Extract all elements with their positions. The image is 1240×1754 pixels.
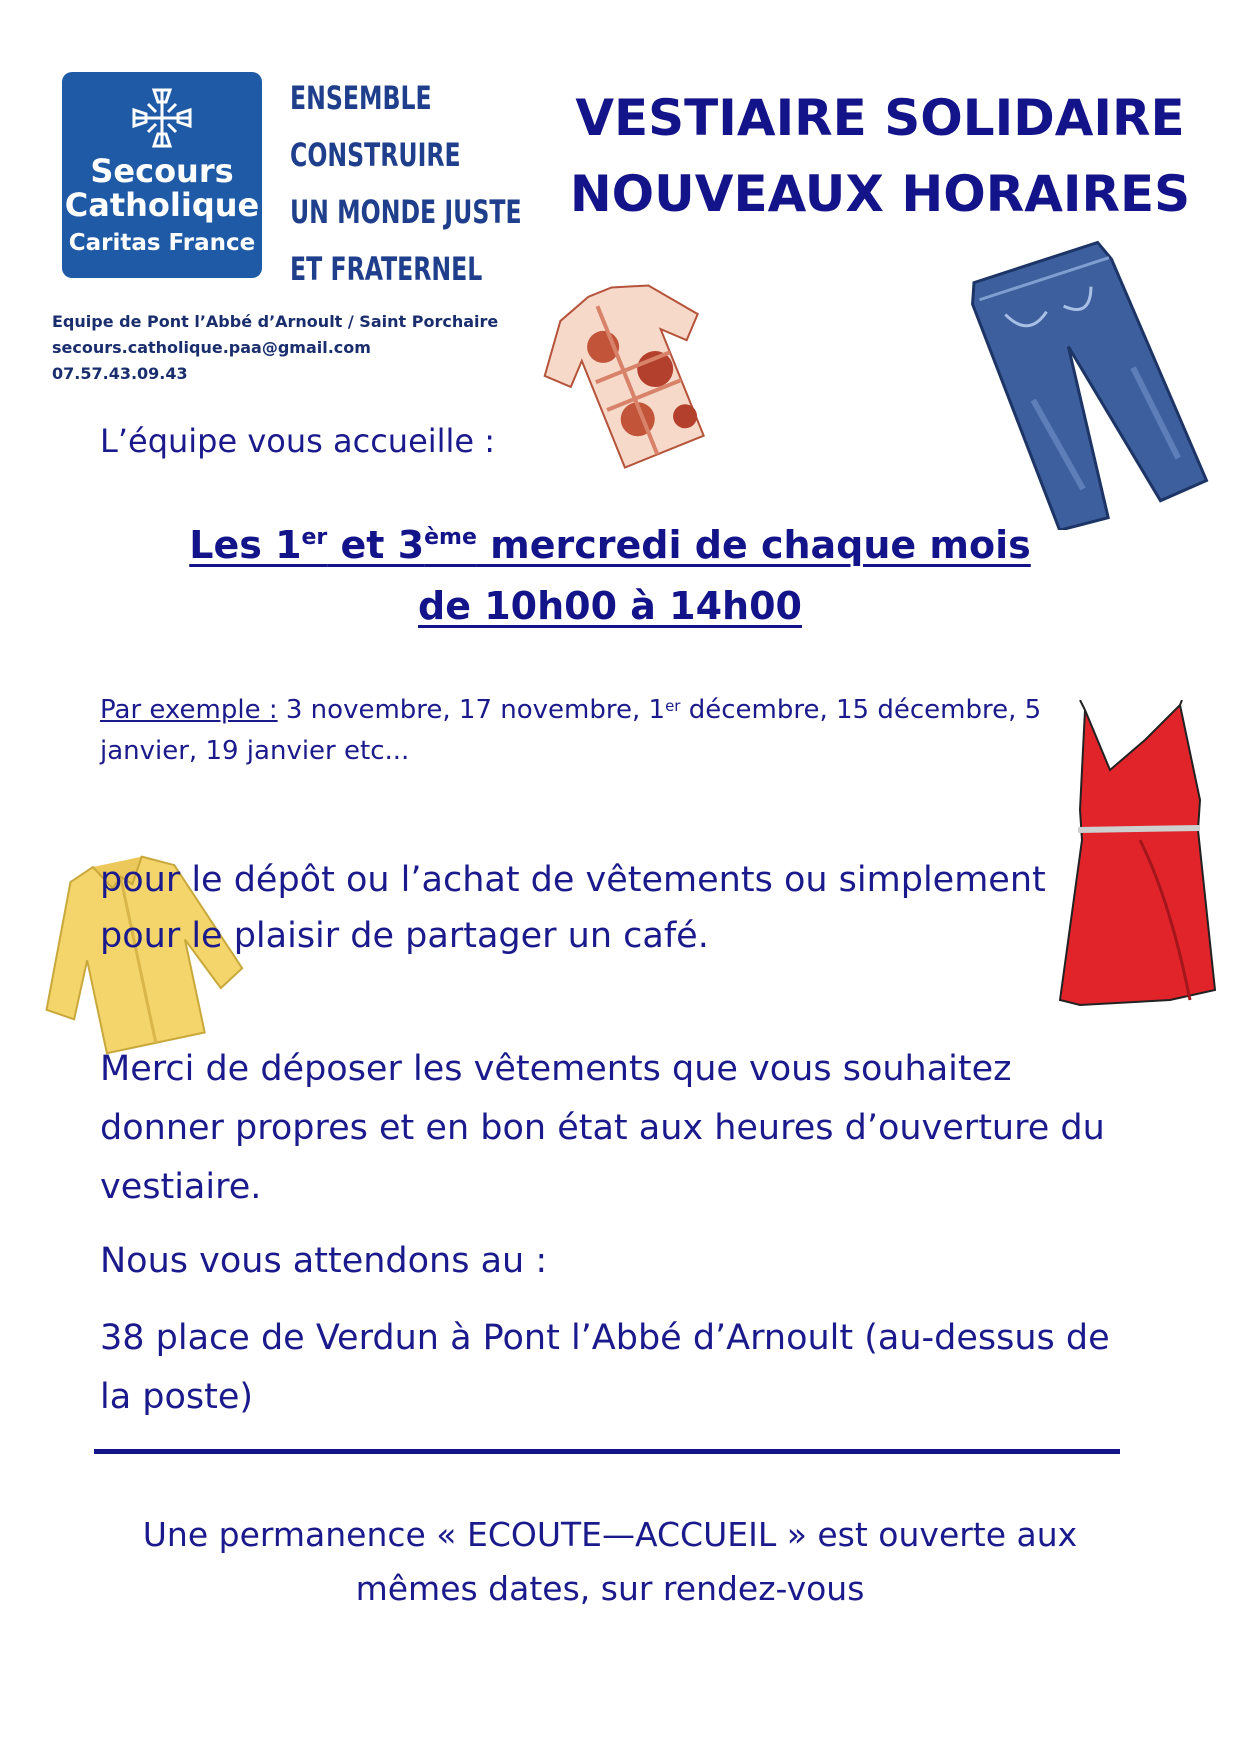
schedule [150,515,1070,637]
slogan-line: ET FRATERNEL [290,250,483,288]
title-line-1: VESTIAIRE SOLIDAIRE [575,89,1185,147]
wait-text: Nous vous attendons au : [100,1241,548,1281]
cross-icon [126,82,198,154]
phone: 07.57.43.09.43 [52,364,188,383]
footer-line-2: mêmes dates, sur rendez-vous [355,1569,865,1608]
example-dates: Par exemple : 3 novembre, 17 novembre, 1er décembre, 15 décembre, 5 janvier, 19 janvier etc... [100,695,1042,766]
shirt-icon [525,268,740,478]
email: secours.catholique.paa@gmail.com [52,338,371,357]
slogan [290,70,522,298]
secours-catholique-logo [62,72,262,278]
title-line-2: NOUVEAUX HORAIRES [569,165,1191,223]
slogan-line: ENSEMBLE [290,79,432,117]
purpose-text: pour le dépôt ou l’achat de vêtements ou simplement pour le plaisir de partager un café. [100,860,1046,956]
divider [94,1449,1120,1454]
logo-line-1: Secours [90,152,234,190]
thanks-text: Merci de déposer les vêtements que vous souhaitez donner propres et en bon état aux heures d’ouverture du vestiaire. [100,1049,1105,1207]
welcome-text: L’équipe vous accueille : [100,422,496,460]
jeans-icon [970,230,1220,530]
page-title [560,80,1200,232]
schedule-line-1: Les 1er et 3ème mercredi de chaque mois [189,523,1031,567]
address: 38 place de Verdun à Pont l’Abbé d’Arnoult (au-dessus de la poste) [100,1318,1110,1417]
logo-line-2: Catholique [64,186,260,224]
schedule-hours: de 10h00 à 14h00 [418,584,802,628]
team-name: Equipe de Pont l’Abbé d’Arnoult / Saint Porchaire [52,312,499,331]
contact-block [52,309,498,387]
footer-note [110,1508,1110,1616]
logo-line-3: Caritas France [68,230,256,256]
slogan-line: UN MONDE JUSTE [290,193,522,231]
footer-line-1: Une permanence « ECOUTE—ACCUEIL » est ouverte aux [142,1515,1078,1554]
example-label: Par exemple : [100,695,278,725]
slogan-line: CONSTRUIRE [290,136,461,174]
